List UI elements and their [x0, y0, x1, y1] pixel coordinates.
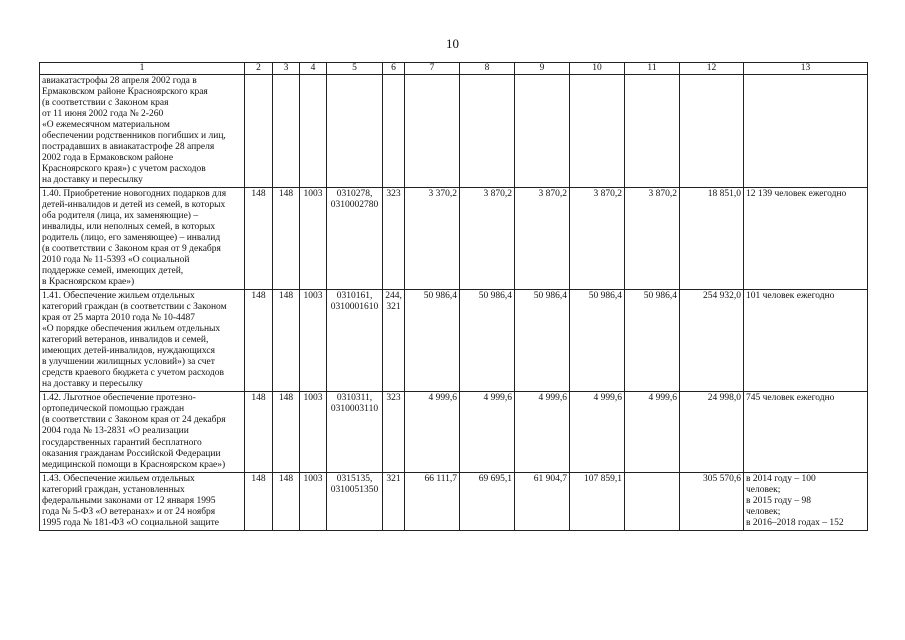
cell-line: Красноярского края») с учетом расходов	[42, 164, 206, 175]
cell-line: 0310051350	[330, 484, 379, 495]
amount-cell	[570, 75, 625, 188]
cell-line: 12 139 человек ежегодно	[746, 189, 847, 200]
total-cell: 254 932,0	[680, 290, 744, 392]
cell-line: 321	[386, 473, 401, 484]
column-header: 13	[744, 63, 868, 75]
code-cell	[273, 75, 300, 188]
amount-cell	[460, 75, 515, 188]
cell-line: 1.40. Приобретение новогодних подарков для	[42, 189, 227, 200]
description-cell	[40, 392, 245, 472]
cell-line: 244,	[385, 291, 402, 302]
cell-line: в улучшении жилищных условий») за счет	[42, 357, 215, 368]
cell-line: (в соответствии с Законом края от 24 декабря	[42, 415, 226, 426]
amount-cell	[625, 472, 680, 530]
cell-line: 1.41. Обеспечение жильем отдельных	[42, 291, 195, 302]
cell-line: 0315135,	[336, 473, 373, 484]
cell-line: от 11 июня 2002 года № 2-260	[42, 109, 164, 120]
column-header: 5	[327, 63, 383, 75]
cell-line: в 2016–2018 годах – 152	[746, 517, 844, 528]
cell-line: категорий ветеранов, инвалидов и семей,	[42, 335, 209, 346]
column-header: 6	[383, 63, 405, 75]
code-cell: 148	[245, 392, 273, 472]
amount-cell: 66 111,7	[405, 472, 460, 530]
amount-cell: 107 859,1	[570, 472, 625, 530]
cell-line: 745 человек ежегодно	[746, 393, 835, 404]
cell-line: года № 5-ФЗ «О ветеранах» и от 24 ноября	[42, 506, 216, 517]
column-header: 11	[625, 63, 680, 75]
amount-cell: 4 999,6	[515, 392, 570, 472]
expense-type-cell	[383, 188, 405, 290]
cell-line: Ермаковском районе Красноярского края	[42, 87, 208, 98]
target-article-cell	[327, 290, 383, 392]
description-cell	[40, 75, 245, 188]
cell-line: 0310278,	[336, 189, 373, 200]
table-body	[40, 75, 868, 531]
amount-cell: 4 999,6	[460, 392, 515, 472]
description-cell	[40, 290, 245, 392]
cell-line: в 2015 году – 98	[746, 495, 811, 506]
code-cell: 148	[273, 290, 300, 392]
expense-type-cell	[383, 75, 405, 188]
cell-line: 2002 года в Ермаковском районе	[42, 153, 174, 164]
result-cell	[744, 290, 868, 392]
code-cell: 148	[245, 188, 273, 290]
amount-cell: 4 999,6	[405, 392, 460, 472]
column-header: 12	[680, 63, 744, 75]
amount-cell: 4 999,6	[625, 392, 680, 472]
cell-line: (в соответствии с Законом края	[42, 98, 169, 109]
cell-line: 2010 года № 11-5393 «О социальной	[42, 255, 190, 266]
column-header: 1	[40, 63, 245, 75]
cell-line: детей-инвалидов и детей из семей, в которых	[42, 200, 226, 211]
code-cell	[245, 75, 273, 188]
amount-cell: 4 999,6	[570, 392, 625, 472]
target-article-cell	[327, 392, 383, 472]
amount-cell	[515, 75, 570, 188]
cell-line: имеющих детей-инвалидов, нуждающихся	[42, 346, 215, 357]
description-cell	[40, 188, 245, 290]
section-cell	[300, 75, 327, 188]
description-cell	[40, 472, 245, 530]
total-cell: 305 570,6	[680, 472, 744, 530]
code-cell: 148	[273, 188, 300, 290]
section-cell: 1003	[300, 472, 327, 530]
section-cell: 1003	[300, 392, 327, 472]
header-row	[40, 63, 868, 75]
column-header: 2	[245, 63, 273, 75]
cell-line: родитель (лицо, его заменяющее) – инвалид	[42, 233, 221, 244]
column-header: 3	[273, 63, 300, 75]
cell-line: «О порядке обеспечения жильем отдельных	[42, 324, 221, 335]
cell-line: 323	[386, 393, 401, 404]
cell-line: «О ежемесячном материальном	[42, 120, 170, 131]
amount-cell	[625, 75, 680, 188]
cell-line: 1.43. Обеспечение жильем отдельных	[42, 473, 195, 484]
cell-line: края от 25 марта 2010 года № 10-4487	[42, 313, 196, 324]
code-cell: 148	[245, 472, 273, 530]
table-row	[40, 75, 868, 188]
amount-cell: 3 870,2	[515, 188, 570, 290]
cell-line: 323	[386, 189, 401, 200]
result-cell	[744, 188, 868, 290]
cell-line: в 2014 году – 100	[746, 473, 816, 484]
cell-line: оказания гражданам Российской Федерации	[42, 448, 221, 459]
cell-line: авиакатастрофы 28 апреля 2002 года в	[42, 76, 197, 86]
cell-line: ортопедической помощью граждан	[42, 404, 185, 415]
cell-line: оба родителя (лица, их заменяющие) –	[42, 211, 199, 222]
cell-line: 2004 года № 13-2831 «О реализации	[42, 426, 189, 437]
target-article-cell	[327, 188, 383, 290]
amount-cell: 3 870,2	[625, 188, 680, 290]
amount-cell: 50 986,4	[625, 290, 680, 392]
amount-cell: 50 986,4	[405, 290, 460, 392]
total-cell: 24 998,0	[680, 392, 744, 472]
cell-line: категорий граждан (в соответствии с Законом	[42, 302, 227, 313]
cell-line: человек;	[746, 506, 781, 517]
cell-line: 0310001610	[330, 302, 379, 313]
code-cell: 148	[273, 392, 300, 472]
amount-cell: 3 370,2	[405, 188, 460, 290]
result-cell	[744, 75, 868, 188]
table-row	[40, 290, 868, 392]
cell-line: 0310161,	[336, 291, 373, 302]
amount-cell: 50 986,4	[515, 290, 570, 392]
cell-line: 321	[386, 302, 401, 313]
target-article-cell	[327, 472, 383, 530]
cell-line: 0310002780	[330, 200, 379, 211]
expense-type-cell	[383, 472, 405, 530]
cell-line: медицинской помощи в Красноярском крае»)	[42, 459, 226, 470]
result-cell	[744, 472, 868, 530]
cell-line: поддержке семей, имеющих детей,	[42, 266, 184, 277]
cell-line: на доставку и пересылку	[42, 175, 143, 186]
cell-line: 0310311,	[336, 393, 373, 404]
table-row	[40, 392, 868, 472]
expense-type-cell	[383, 392, 405, 472]
amount-cell: 3 870,2	[460, 188, 515, 290]
page-number: 10	[446, 36, 459, 51]
column-header: 10	[570, 63, 625, 75]
table-row	[40, 472, 868, 530]
cell-line: 0310003110	[330, 404, 379, 415]
cell-line: инвалиды, или неполных семей, в которых	[42, 222, 216, 233]
section-cell: 1003	[300, 290, 327, 392]
cell-line: государственных гарантий бесплатного	[42, 437, 202, 448]
cell-line: на доставку и пересылку	[42, 379, 143, 390]
cell-line: пострадавших в авиакатастрофе 28 апреля	[42, 142, 215, 153]
table-row	[40, 188, 868, 290]
column-header: 4	[300, 63, 327, 75]
cell-line: (в соответствии с Законом края от 9 декабря	[42, 244, 221, 255]
cell-line: категорий граждан, установленных	[42, 484, 185, 495]
cell-line: 1.42. Льготное обеспечение протезно-	[42, 393, 196, 404]
cell-line: 101 человек ежегодно	[746, 291, 835, 302]
result-cell	[744, 392, 868, 472]
cell-line: средств краевого бюджета с учетом расходов	[42, 368, 224, 379]
total-cell	[680, 75, 744, 188]
expense-type-cell	[383, 290, 405, 392]
cell-line: обеспечении родственников погибших и лиц,	[42, 131, 226, 142]
amount-cell: 69 695,1	[460, 472, 515, 530]
amount-cell: 50 986,4	[570, 290, 625, 392]
cell-line: федеральными законами от 12 января 1995	[42, 495, 216, 506]
amount-cell: 50 986,4	[460, 290, 515, 392]
cell-line: в Красноярском крае»)	[42, 277, 135, 288]
target-article-cell	[327, 75, 383, 188]
total-cell: 18 851,0	[680, 188, 744, 290]
amount-cell: 3 870,2	[570, 188, 625, 290]
cell-line: 1995 года № 181-ФЗ «О социальной защите	[42, 517, 219, 528]
code-cell: 148	[273, 472, 300, 530]
column-header: 8	[460, 63, 515, 75]
column-header: 9	[515, 63, 570, 75]
budget-table	[39, 62, 868, 531]
amount-cell: 61 904,7	[515, 472, 570, 530]
section-cell: 1003	[300, 188, 327, 290]
cell-line: человек;	[746, 484, 781, 495]
amount-cell	[405, 75, 460, 188]
code-cell: 148	[245, 290, 273, 392]
column-header: 7	[405, 63, 460, 75]
